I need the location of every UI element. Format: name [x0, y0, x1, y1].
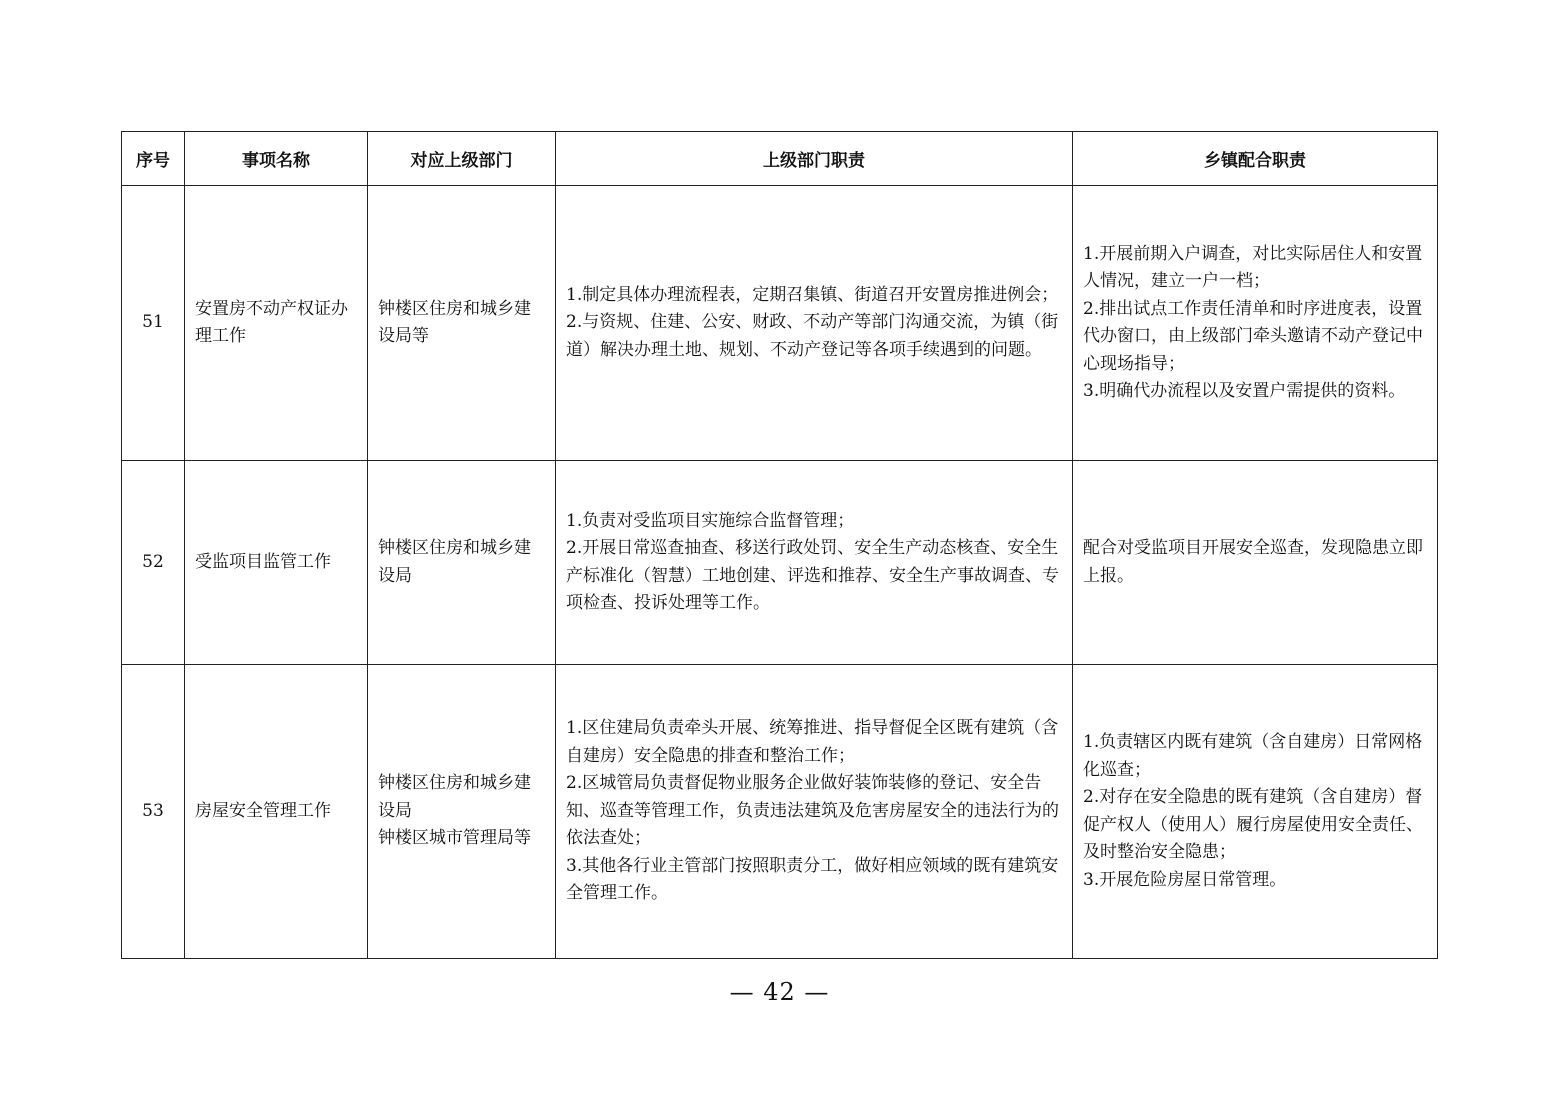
cell-town-duty: 1.开展前期入户调查，对比实际居住人和安置人情况，建立一户一档； 2.排出试点工作责任清单和时序进度表，设置代办窗口，由上级部门牵头邀请不动产登记中心现场指导； 3.明确代办流程以及安置户需提供的资料。: [1073, 186, 1438, 461]
header-dept-duty: 上级部门职责: [556, 132, 1073, 186]
table-row: [122, 665, 1438, 959]
cell-item-name: 房屋安全管理工作: [185, 665, 368, 959]
cell-dept-duty: 1.负责对受监项目实施综合监督管理； 2.开展日常巡查抽查、移送行政处罚、安全生产动态核查、安全生产标准化（智慧）工地创建、评选和推荐、安全生产事故调查、专项检查、投诉处理等工作。: [556, 461, 1073, 665]
table-row: [122, 461, 1438, 665]
cell-no: 53: [122, 665, 185, 959]
cell-dept-duty: 1.制定具体办理流程表，定期召集镇、街道召开安置房推进例会； 2.与资规、住建、公安、财政、不动产等部门沟通交流，为镇（街道）解决办理土地、规划、不动产登记等各项手续遇到的问题。: [556, 186, 1073, 461]
cell-town-duty: 1.负责辖区内既有建筑（含自建房）日常网格化巡查； 2.对存在安全隐患的既有建筑（含自建房）督促产权人（使用人）履行房屋使用安全责任、及时整治安全隐患； 3.开展危险房屋日常管理。: [1073, 665, 1438, 959]
table-row: [122, 186, 1438, 461]
page-number: — 42 —: [729, 978, 830, 1006]
header-no: 序号: [122, 132, 185, 186]
table-header-row: [122, 132, 1438, 186]
cell-no: 51: [122, 186, 185, 461]
responsibility-table: [121, 131, 1438, 959]
cell-no: 52: [122, 461, 185, 665]
cell-item-name: 受监项目监管工作: [185, 461, 368, 665]
cell-dept-duty: 1.区住建局负责牵头开展、统筹推进、指导督促全区既有建筑（含自建房）安全隐患的排查和整治工作； 2.区城管局负责督促物业服务企业做好装饰装修的登记、安全告知、巡查等管理工作，负责违法建筑及危害房屋安全的违法行为的依法查处； 3.其他各行业主管部门按照职责分工，做好相应领域的既有建筑安全管理工作。: [556, 665, 1073, 959]
cell-department: 钟楼区住房和城乡建设局等: [368, 186, 556, 461]
cell-department: 钟楼区住房和城乡建设局 钟楼区城市管理局等: [368, 665, 556, 959]
cell-department: 钟楼区住房和城乡建设局: [368, 461, 556, 665]
header-town-duty: 乡镇配合职责: [1073, 132, 1438, 186]
cell-town-duty: 配合对受监项目开展安全巡查，发现隐患立即上报。: [1073, 461, 1438, 665]
header-department: 对应上级部门: [368, 132, 556, 186]
header-item-name: 事项名称: [185, 132, 368, 186]
cell-item-name: 安置房不动产权证办理工作: [185, 186, 368, 461]
